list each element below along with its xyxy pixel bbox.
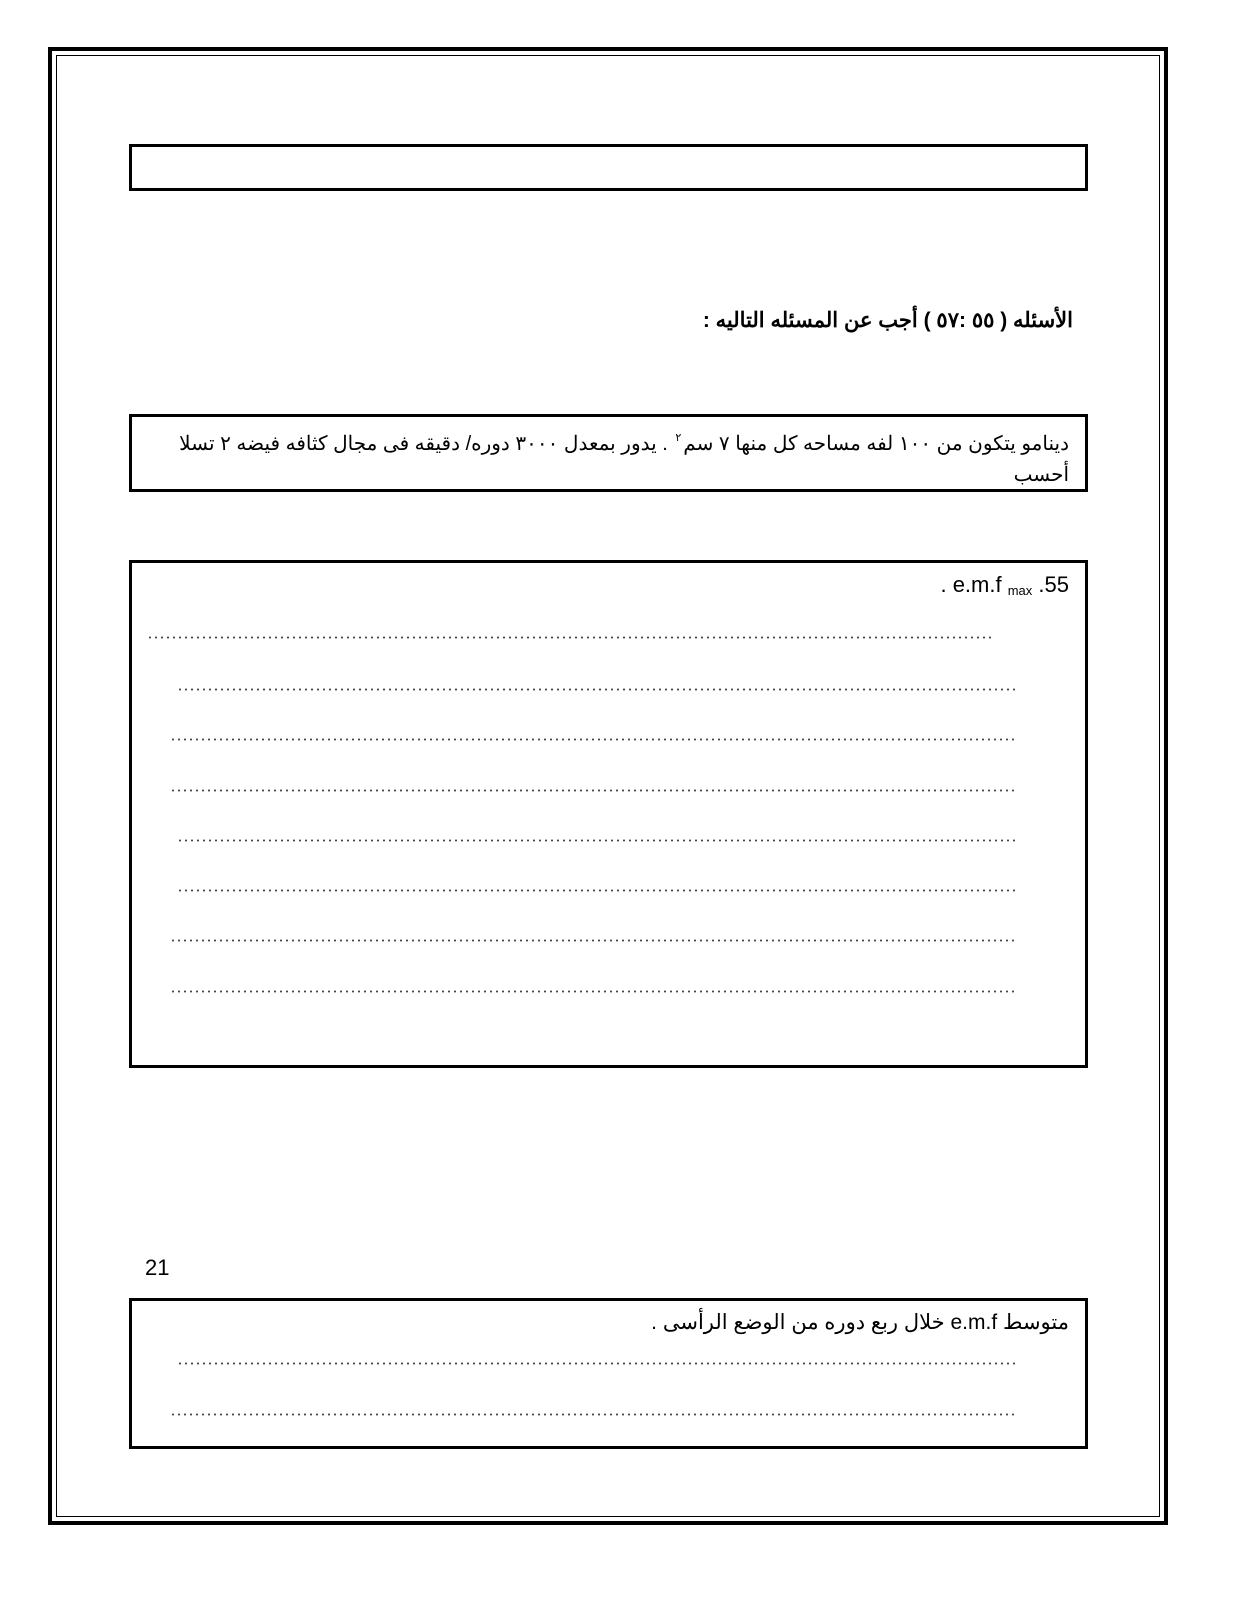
answer-line[interactable] (177, 839, 1015, 842)
answer-line[interactable] (177, 1362, 1015, 1365)
answer-line[interactable] (170, 738, 1015, 741)
page-number: 21 (145, 1255, 170, 1280)
answer-line[interactable] (170, 939, 1015, 942)
question-55-subscript: max (1007, 583, 1033, 598)
answer-line[interactable] (177, 688, 1015, 691)
header-empty-box (129, 144, 1088, 191)
question-55-title (940, 572, 1069, 598)
answer-line[interactable] (177, 889, 1015, 892)
answer-line[interactable] (147, 636, 992, 639)
problem-statement-box (129, 414, 1088, 492)
question-55-number: .55 (1038, 572, 1069, 597)
question-56-box (129, 1298, 1088, 1449)
answer-line[interactable] (170, 1413, 1015, 1416)
problem-text-part-2: . يدور بمعدل ٣٠٠٠ دوره/ دقيقه فى مجال كثافه فيضه ٢ تسلا أحسب (179, 433, 1069, 486)
question-55-prefix: . e.m.f (940, 572, 1002, 597)
section-heading: الأسئله ( ٥٥ :٥٧ ) أجب عن المسئله التاليه : (702, 309, 1073, 332)
question-56-title: متوسط e.m.f خلال ربع دوره من الوضع الرأسى . (651, 1311, 1069, 1334)
answer-line[interactable] (170, 990, 1015, 993)
answer-line[interactable] (170, 789, 1015, 792)
problem-statement (144, 423, 1069, 491)
problem-text-part-1: دينامو يتكون من ١٠٠ لفه مساحه كل منها ٧ سم (683, 433, 1069, 455)
question-55-box (129, 560, 1088, 1068)
problem-superscript: ٢ (675, 432, 682, 444)
